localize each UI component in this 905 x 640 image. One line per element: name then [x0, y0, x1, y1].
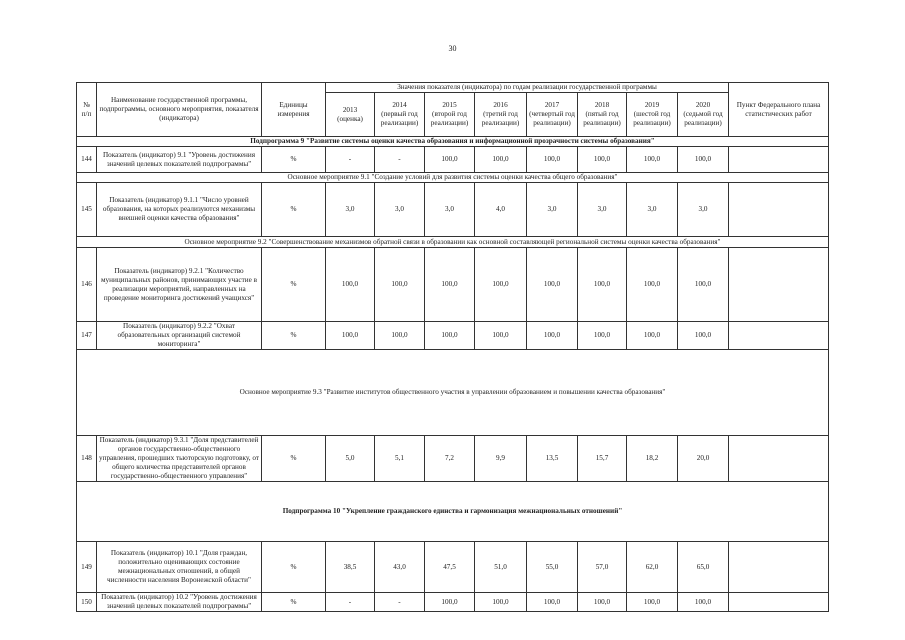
header-year: 2018 (пятый год реализации) — [578, 93, 627, 137]
activity-row — [77, 350, 829, 436]
value-cell: 38,5 — [326, 542, 375, 593]
value-cell: 5,1 — [375, 436, 425, 482]
activity-row — [77, 173, 829, 183]
header-year: 2016 (третий год реализации) — [475, 93, 527, 137]
value-cell: 100,0 — [425, 593, 475, 612]
value-cell: 51,0 — [475, 542, 527, 593]
row-number: 146 — [77, 248, 97, 322]
value-cell: 100,0 — [375, 322, 425, 350]
row-number: 149 — [77, 542, 97, 593]
row-number: 147 — [77, 322, 97, 350]
row-number: 148 — [77, 436, 97, 482]
row-number: 144 — [77, 147, 97, 173]
value-cell: 47,5 — [425, 542, 475, 593]
value-cell: 4,0 — [475, 183, 527, 237]
table-row — [77, 147, 829, 173]
indicator-name: Показатель (индикатор) 9.2.2 "Охват образовательных организаций системой мониторинга" — [97, 322, 262, 350]
value-cell: 57,0 — [578, 542, 627, 593]
federal-plan-cell — [729, 542, 829, 593]
indicator-name: Показатель (индикатор) 9.2.1 "Количество муниципальных районов, принимающих участие в реализации мероприятий, направленных на проведение мониторинга достижений учащихся" — [97, 248, 262, 322]
unit-cell: % — [262, 542, 326, 593]
value-cell: 100,0 — [475, 322, 527, 350]
value-cell: 3,0 — [425, 183, 475, 237]
header-year: 2013 (оценка) — [326, 93, 375, 137]
subprogram-row — [77, 137, 829, 147]
subprogram-title: Подпрограмма 9 "Развитие системы оценки качества образования и информационной прозрачности системы образования" — [77, 137, 829, 147]
value-cell: - — [375, 147, 425, 173]
header-federal-plan: Пункт Федерального плана статистических работ — [729, 83, 829, 137]
indicator-name: Показатель (индикатор) 10.1 "Доля граждан, положительно оценивающих состояние межнациональных отношений, в общей численности населения Воронежской области" — [97, 542, 262, 593]
value-cell: - — [326, 593, 375, 612]
value-cell: 100,0 — [578, 593, 627, 612]
value-cell: 100,0 — [425, 147, 475, 173]
value-cell: 100,0 — [326, 322, 375, 350]
value-cell: 15,7 — [578, 436, 627, 482]
value-cell: 100,0 — [678, 147, 729, 173]
value-cell: 20,0 — [678, 436, 729, 482]
value-cell: 100,0 — [527, 322, 578, 350]
subprogram-row — [77, 482, 829, 542]
header-year: 2014 (первый год реализации) — [375, 93, 425, 137]
value-cell: 100,0 — [578, 147, 627, 173]
unit-cell: % — [262, 436, 326, 482]
value-cell: 100,0 — [627, 147, 678, 173]
value-cell: 100,0 — [678, 322, 729, 350]
value-cell: 100,0 — [678, 593, 729, 612]
activity-title: Основное мероприятие 9.1 "Создание условий для развития системы оценки качества общего образования" — [77, 173, 829, 183]
table-row — [77, 593, 829, 612]
unit-cell: % — [262, 183, 326, 237]
subprogram-title: Подпрограмма 10 "Укрепление гражданского единства и гармонизация межнациональных отношений" — [77, 482, 829, 542]
value-cell: 3,0 — [527, 183, 578, 237]
page-number: 30 — [448, 44, 457, 53]
federal-plan-cell — [729, 248, 829, 322]
row-number: 145 — [77, 183, 97, 237]
value-cell: 3,0 — [578, 183, 627, 237]
table-row — [77, 542, 829, 593]
value-cell: - — [326, 147, 375, 173]
value-cell: 13,5 — [527, 436, 578, 482]
value-cell: 100,0 — [475, 593, 527, 612]
activity-title: Основное мероприятие 9.2 "Совершенствование механизмов обратной связи в образовании как основной составляющей региональной системы оценки качества образования" — [77, 237, 829, 248]
value-cell: 55,0 — [527, 542, 578, 593]
header-num: № п/п — [77, 83, 97, 137]
federal-plan-cell — [729, 183, 829, 237]
value-cell: - — [375, 593, 425, 612]
value-cell: 100,0 — [527, 248, 578, 322]
table-row — [77, 322, 829, 350]
value-cell: 100,0 — [627, 322, 678, 350]
table-row — [77, 183, 829, 237]
header-year: 2017 (четвертый год реализации) — [527, 93, 578, 137]
header-name: Наименование государственной программы, подпрограммы, основного мероприятия, показателя (индикатора) — [97, 83, 262, 137]
table-row — [77, 436, 829, 482]
header-year: 2020 (седьмой год реализации) — [678, 93, 729, 137]
header-year: 2015 (второй год реализации) — [425, 93, 475, 137]
header-values-group: Значения показателя (индикатора) по годам реализации государственной программы — [326, 83, 729, 93]
value-cell: 100,0 — [678, 248, 729, 322]
value-cell: 3,0 — [326, 183, 375, 237]
unit-cell: % — [262, 147, 326, 173]
value-cell: 100,0 — [578, 322, 627, 350]
header-row — [77, 83, 829, 93]
value-cell: 100,0 — [375, 248, 425, 322]
value-cell: 100,0 — [627, 248, 678, 322]
row-number: 150 — [77, 593, 97, 612]
value-cell: 3,0 — [627, 183, 678, 237]
value-cell: 5,0 — [326, 436, 375, 482]
value-cell: 18,2 — [627, 436, 678, 482]
value-cell: 62,0 — [627, 542, 678, 593]
indicator-name: Показатель (индикатор) 9.1.1 "Число уровней образования, на которых реализуются механизмы внешней оценки качества образования" — [97, 183, 262, 237]
unit-cell: % — [262, 322, 326, 350]
indicator-name: Показатель (индикатор) 10.2 "Уровень достижения значений целевых показателей подпрограммы" — [97, 593, 262, 612]
value-cell: 100,0 — [425, 248, 475, 322]
unit-cell: % — [262, 593, 326, 612]
federal-plan-cell — [729, 436, 829, 482]
indicator-name: Показатель (индикатор) 9.1 "Уровень достижения значений целевых показателей подпрограммы" — [97, 147, 262, 173]
indicator-table — [76, 82, 829, 612]
value-cell: 100,0 — [475, 248, 527, 322]
activity-title: Основное мероприятие 9.3 "Развитие институтов общественного участия в управлении образованием и повышении качества образования" — [77, 350, 829, 436]
indicator-name: Показатель (индикатор) 9.3.1 "Доля представителей органов государственно-общественного управления, прошедших тьюторскую подготовку, от общего количества представителей органов государственно-общественного управления" — [97, 436, 262, 482]
federal-plan-cell — [729, 322, 829, 350]
value-cell: 3,0 — [375, 183, 425, 237]
value-cell: 100,0 — [527, 147, 578, 173]
unit-cell: % — [262, 248, 326, 322]
value-cell: 9,9 — [475, 436, 527, 482]
value-cell: 65,0 — [678, 542, 729, 593]
value-cell: 100,0 — [425, 322, 475, 350]
header-unit: Единицы измерения — [262, 83, 326, 137]
value-cell: 100,0 — [627, 593, 678, 612]
activity-row — [77, 237, 829, 248]
header-year: 2019 (шестой год реализации) — [627, 93, 678, 137]
value-cell: 100,0 — [527, 593, 578, 612]
value-cell: 100,0 — [578, 248, 627, 322]
federal-plan-cell — [729, 593, 829, 612]
value-cell: 100,0 — [475, 147, 527, 173]
value-cell: 3,0 — [678, 183, 729, 237]
value-cell: 100,0 — [326, 248, 375, 322]
federal-plan-cell — [729, 147, 829, 173]
table-row — [77, 248, 829, 322]
value-cell: 43,0 — [375, 542, 425, 593]
value-cell: 7,2 — [425, 436, 475, 482]
